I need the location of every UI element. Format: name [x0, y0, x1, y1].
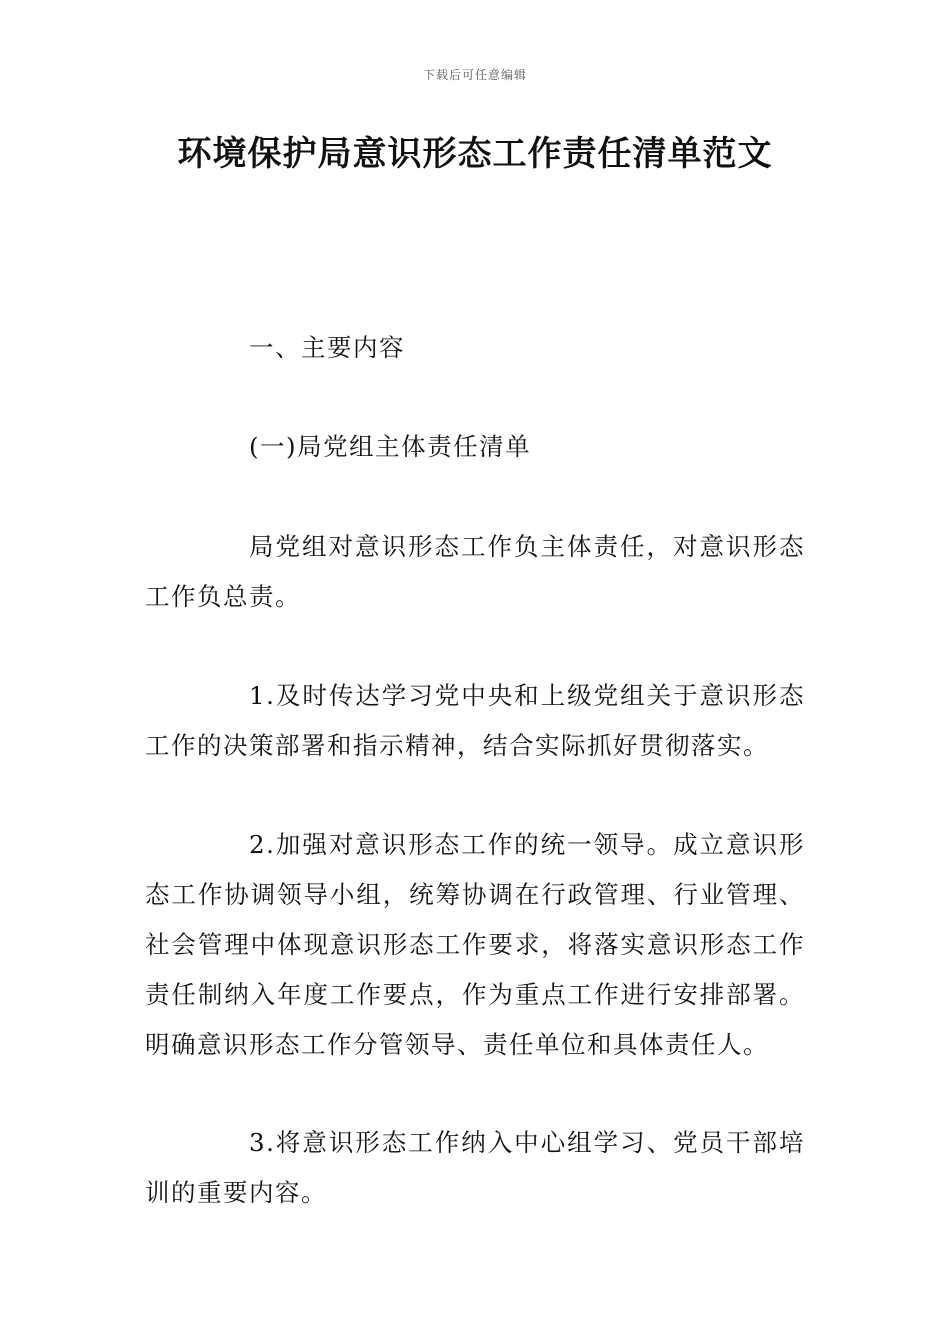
paragraph-3: 2.加强对意识形态工作的统一领导。成立意识形态工作协调领导小组，统筹协调在行政管理、行业管理、社会管理中体现意识形态工作要求，将落实意识形态工作责任制纳入年度工作要点，作为重点工作进行安排部署。明确意识形态工作分管领导、责任单位和具体责任人。 [145, 830, 805, 1059]
section-heading: 一、主要内容 [249, 333, 405, 362]
paragraph-4: 3.将意识形态工作纳入中心组学习、党员干部培训的重要内容。 [145, 1128, 805, 1207]
document-title: 环境保护局意识形态工作责任清单范文 [177, 134, 773, 174]
paragraph-1: 局党组对意识形态工作负主体责任，对意识形态工作负总责。 [145, 532, 805, 611]
paragraph-2: 1.及时传达学习党中央和上级党组关于意识形态工作的决策部署和指示精神，结合实际抓好贯彻落实。 [145, 681, 805, 760]
subsection-heading: (一)局党组主体责任清单 [249, 432, 532, 461]
header-note: 下载后可任意编辑 [422, 68, 527, 82]
